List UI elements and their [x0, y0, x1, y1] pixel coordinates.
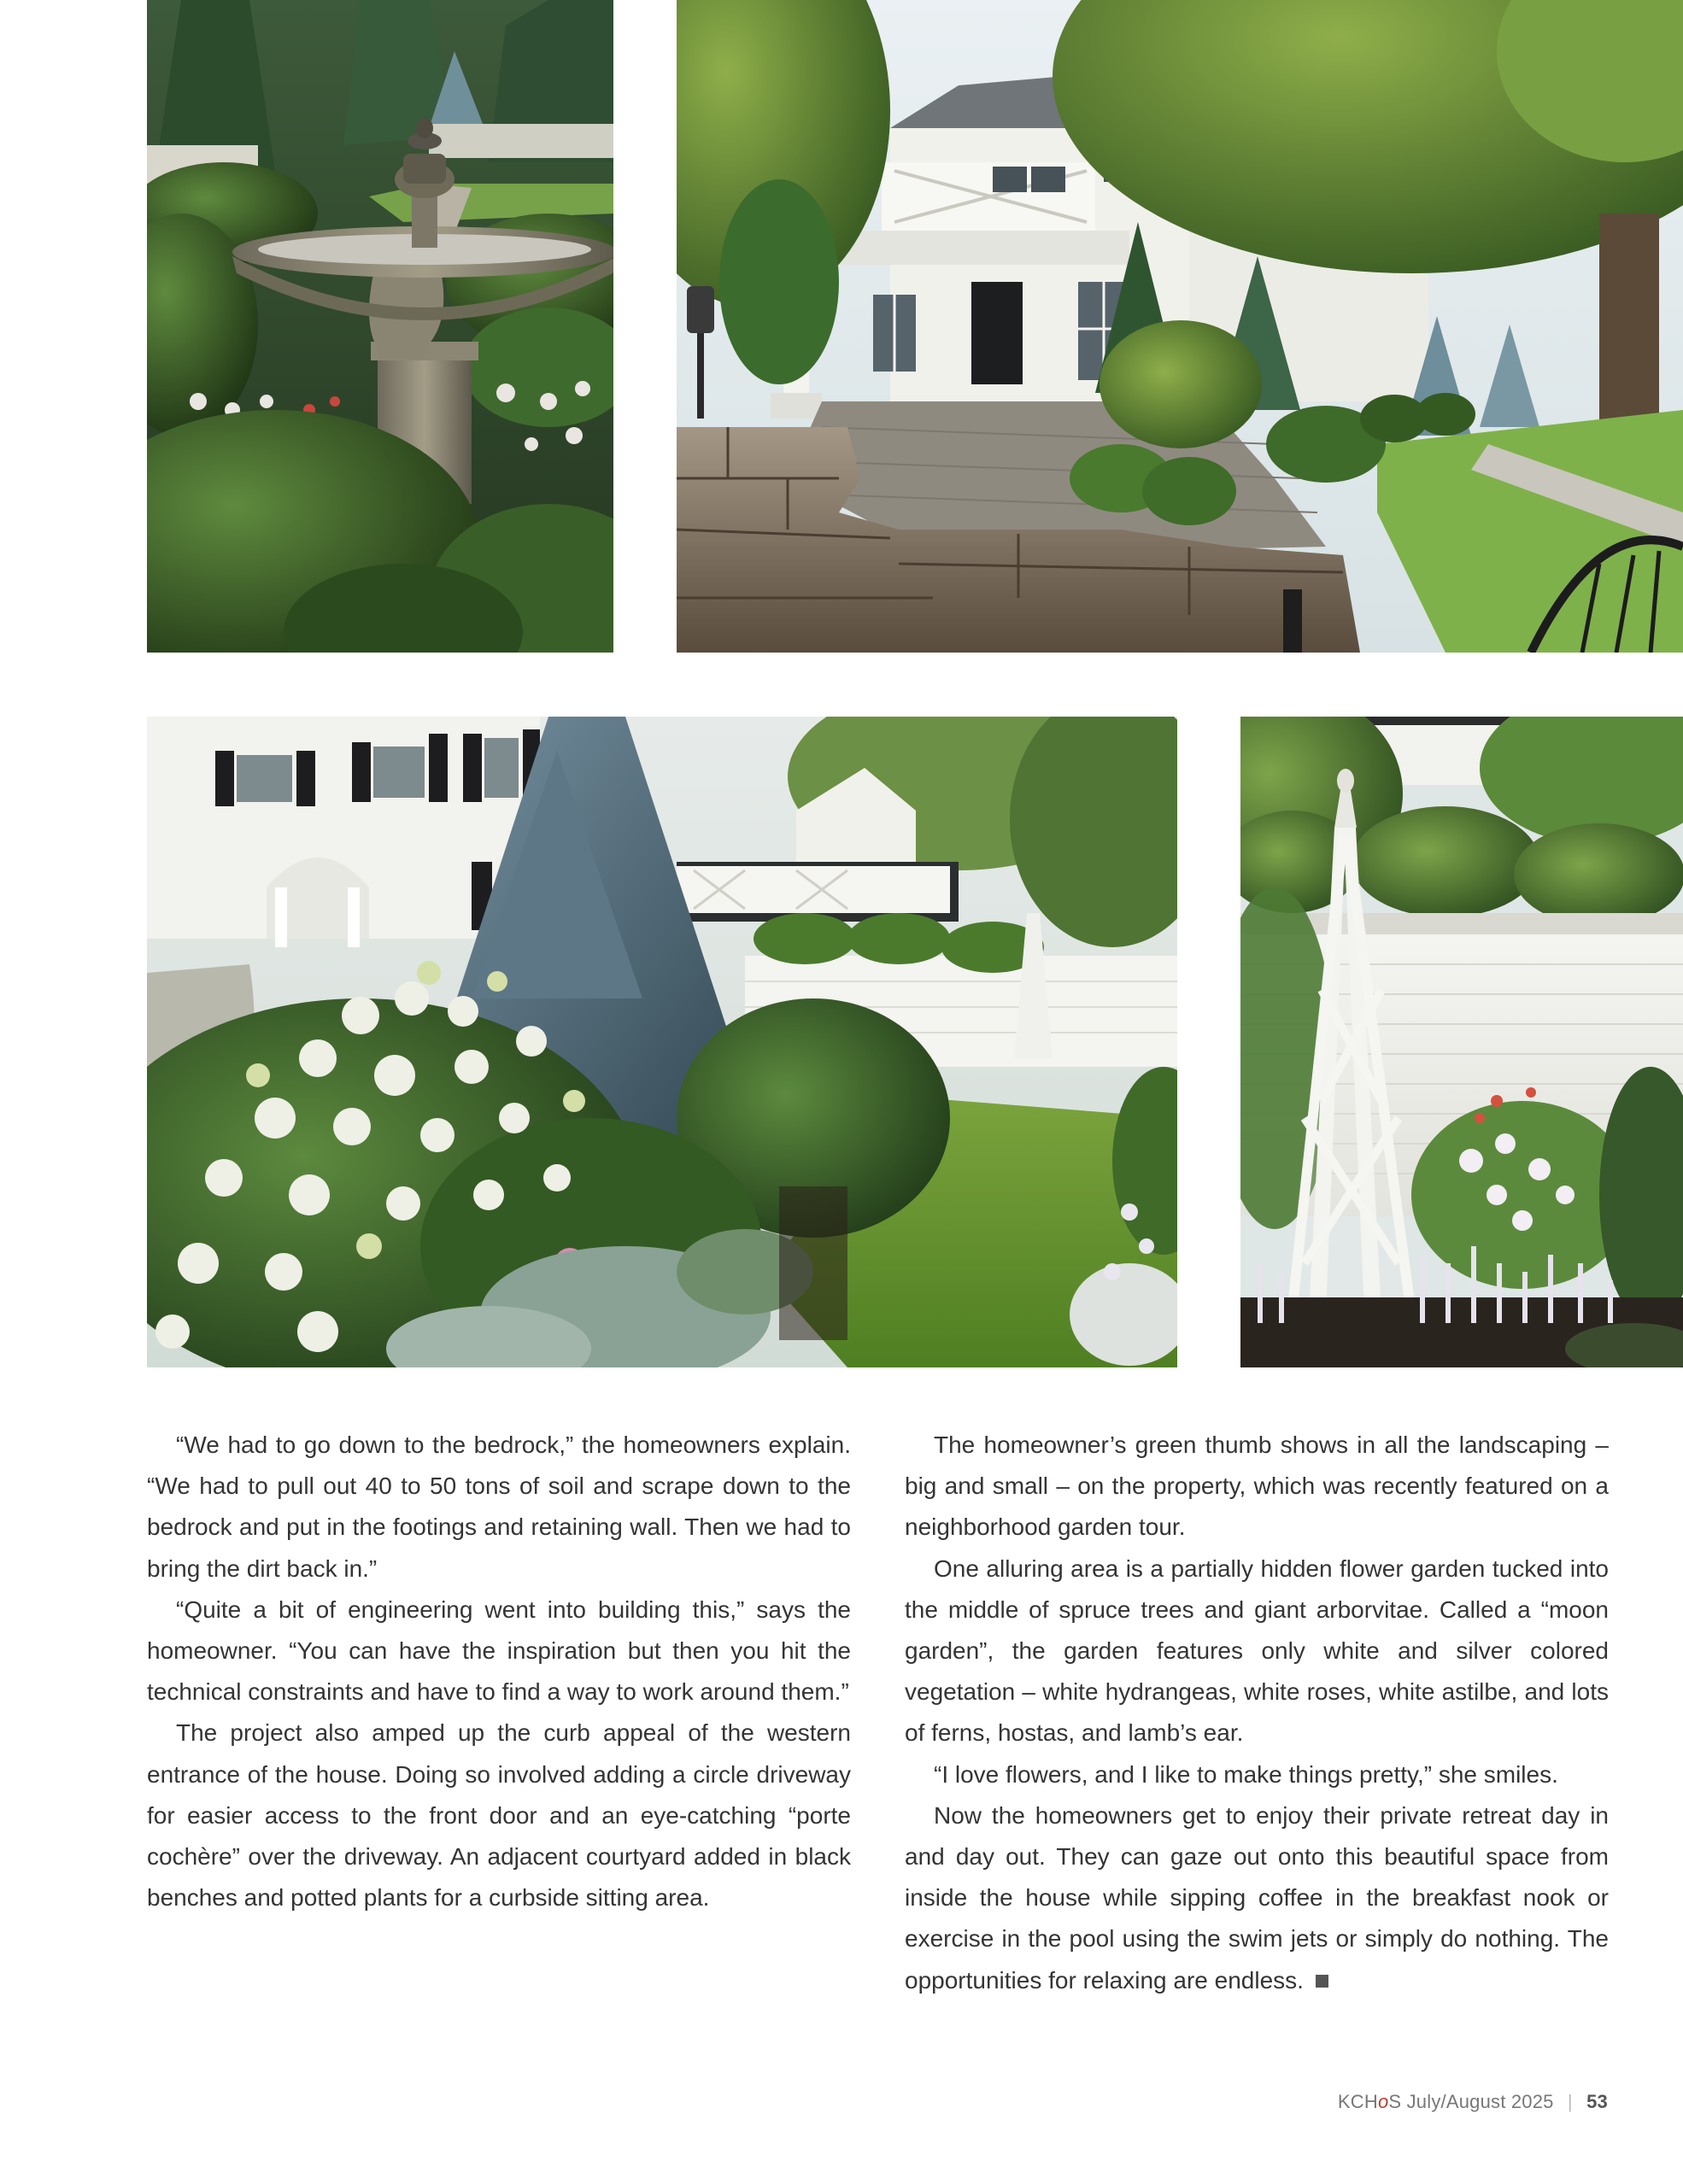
article-left-column — [147, 1425, 851, 1918]
brand-post: S — [1388, 2091, 1402, 2112]
white-obelisk-trellis-photo — [1240, 717, 1683, 1367]
paragraph: “We had to go down to the bedrock,” the homeowners explain. “We had to pull out 40 to 50 tons of soil and scrape down to the bedrock and put in the footings and retaining wall. Then we had to bring the dirt back in.” — [147, 1432, 851, 1582]
page-footer — [1338, 2091, 1608, 2113]
article-right-column — [905, 1425, 1609, 2001]
paragraph: The homeowner’s green thumb shows in all the landscaping – big and small – on the property, which was recently featured on a neighborhood garden tour. — [905, 1432, 1609, 1541]
paragraph-final-text: Now the homeowners get to enjoy their private retreat day in and day out. They can gaze out onto this beautiful space from inside the house while sipping coffee in the breakfast nook or exercise in the pool using the swim jets or simply do nothing. The opportunities for relaxing are endless. — [905, 1801, 1609, 1994]
end-mark-icon — [1316, 1975, 1328, 1988]
brand-o: o — [1377, 2091, 1389, 2112]
magazine-brand — [1338, 2091, 1401, 2112]
paragraph: One alluring area is a partially hidden flower garden tucked into the middle of spruce trees and giant arborvitae. Called a “moon garden”, the garden features only white and silver colored vegetation – white hydrangeas, white roses, white astilbe, and lots of ferns, hostas, and lamb’s ear. — [905, 1555, 1609, 1747]
paragraph: The project also amped up the curb appeal of the western entrance of the house. Doing so involved adding a circle driveway for easier access to the front door and an eye-catching “porte cochère” over the driveway. An adjacent courtyard added in black benches and potted plants for a curbside sitting area. — [147, 1719, 851, 1912]
brand-pre: KCH — [1337, 2091, 1378, 2112]
footer-separator: | — [1567, 2091, 1573, 2112]
paragraph-final — [905, 1795, 1609, 2001]
moon-garden-hydrangeas-photo — [147, 717, 1177, 1367]
page-number: 53 — [1586, 2091, 1608, 2112]
issue-date: July/August 2025 — [1406, 2091, 1554, 2112]
paragraph: “Quite a bit of engineering went into building this,” says the homeowner. “You can have the inspiration but then you hit the technical constraints and have to find a way to work around them.” — [147, 1596, 851, 1706]
white-house-porte-cochere-photo — [677, 0, 1683, 653]
garden-fountain-photo — [147, 0, 613, 653]
paragraph: “I love flowers, and I like to make things pretty,” she smiles. — [934, 1760, 1558, 1788]
